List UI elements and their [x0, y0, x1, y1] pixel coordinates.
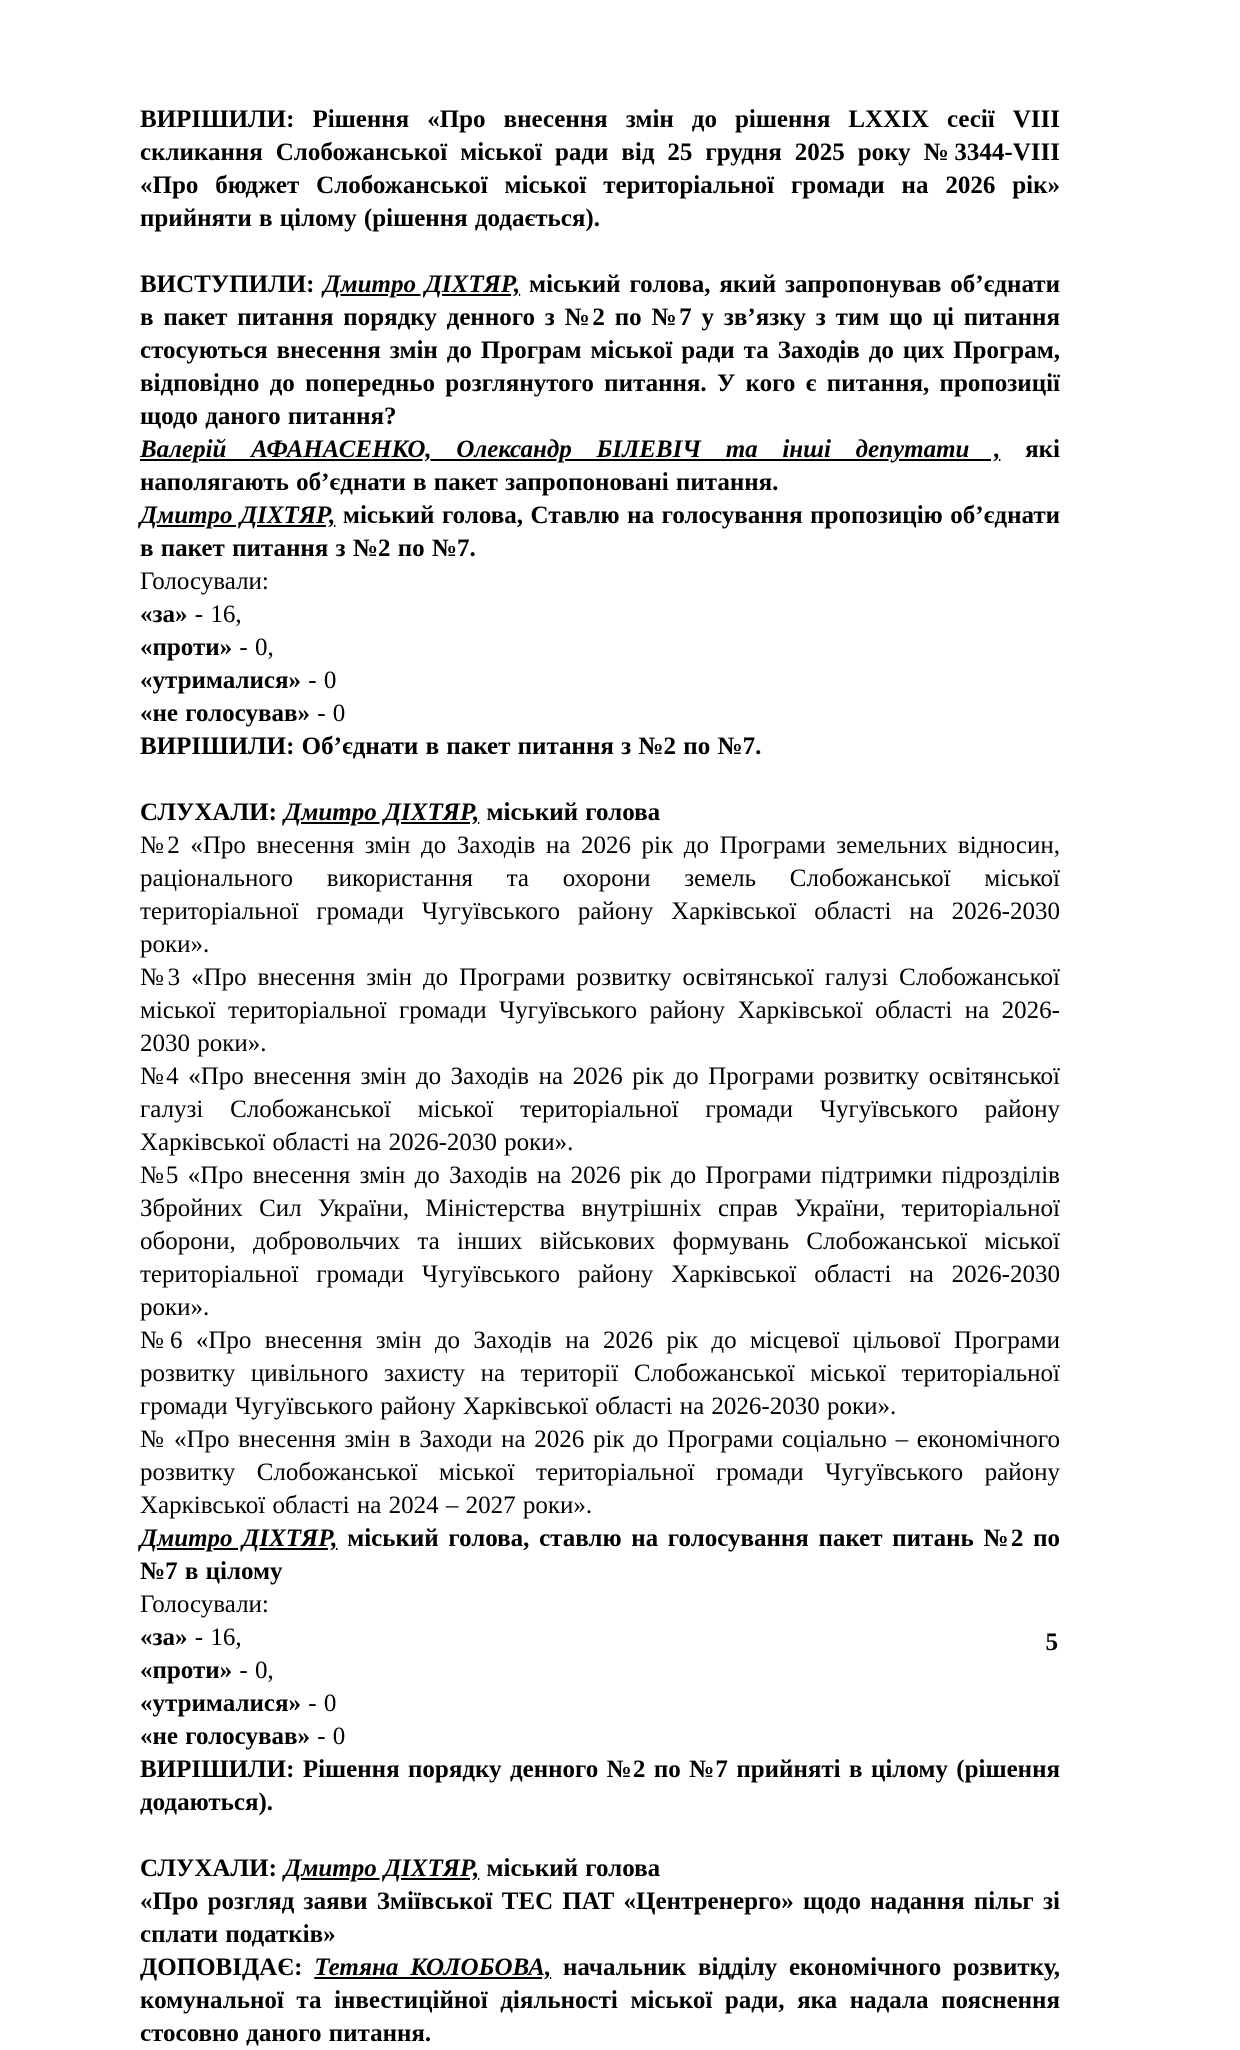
paragraph-reporter-kolobova — [140, 1951, 1060, 2050]
text-run: «утрималися» — [140, 1690, 302, 1717]
vote-abstained-1 — [140, 664, 1060, 697]
text-run: «не голосував» — [140, 1723, 310, 1750]
text-run: начальник відділу економічного розвитку, комунальної та інвестиційної діяльності міської ради, яка надала пояснення стосовно даного питання. — [140, 1954, 1060, 2047]
speaker-name: Дмитро ДІХТЯР, — [140, 502, 336, 529]
speaker-name: Дмитро ДІХТЯР, — [323, 271, 521, 298]
text-run: - 0, — [232, 1657, 274, 1684]
speaker-name: Дмитро ДІХТЯР, — [140, 1525, 338, 1552]
text-run: № «Про внесення змін в Заходи на 2026 рік до Програми соціально – економічного розвитку Слобожанської міської територіальної громади Чугуївського району Харківської області на 2024 – 2027 роки». — [140, 1426, 1060, 1519]
agenda-item-7 — [140, 1423, 1060, 1522]
paragraph-heard-agenda-items — [140, 796, 1060, 829]
text-run: №5 «Про внесення змін до Заходів на 2026 рік до Програми підтримки підрозділів Збройних Сил України, Міністерства внутрішніх справ України, територіальної оборони, добровольчих та інших військових формувань Слобожанської міської територіальної громади Чугуївського району Харківської області на 2026-2030 роки». — [140, 1162, 1060, 1321]
text-run: Голосували: — [140, 1591, 269, 1618]
page-number: 5 — [1045, 1629, 1058, 1656]
agenda-item-2 — [140, 829, 1060, 961]
paragraph-mayor-vote-package — [140, 1522, 1060, 1588]
agenda-item-6 — [140, 1324, 1060, 1423]
text-run: ВИРІШИЛИ: — [140, 106, 313, 133]
paragraph-deputies-support-merge — [140, 433, 1060, 499]
text-run: міський голова — [479, 1855, 661, 1882]
text-run: Рішення порядку денного №2 по №7 прийняті в цілому (рішення додаються). — [140, 1756, 1060, 1816]
vote-for-1 — [140, 598, 1060, 631]
paragraph-resolved-merge-package — [140, 730, 1060, 763]
speaker-name: Тетяна КОЛОБОВА, — [314, 1954, 552, 1981]
vote-not-voting-1 — [140, 697, 1060, 730]
paragraph-heard-tes-application — [140, 1852, 1060, 1885]
voting-header-1 — [140, 565, 1060, 598]
text-run: «за» — [140, 601, 188, 628]
text-run: - 16, — [187, 601, 242, 628]
text-run: «проти» — [140, 1657, 233, 1684]
text-run: Голосували: — [140, 568, 269, 595]
text-run: Рішення «Про внесення змін до рішення LXXIX сесії VIII скликання Слобожанської міської ради від 25 грудня 2025 року №3344-VIII «Про бюджет Слобожанської міської територіальної громади на 2026 рік» прийняти в цілому (рішення додається). — [140, 106, 1060, 232]
paragraph-tes-application-title — [140, 1885, 1060, 1951]
speaker-name: Дмитро ДІХТЯР, — [284, 799, 480, 826]
text-run: ВИРІШИЛИ: — [140, 733, 302, 760]
text-run: міський голова, який запропонував об’єднати в пакет питання порядку денного з №2 по №7 у зв’язку з тим що ці питання стосуються внесення змін до Програм міської ради та Заходів до цих Програм, відповідно до попередньо розглянутого питання. У кого є питання, пропозиції щодо даного питання? — [140, 271, 1060, 430]
text-run: СЛУХАЛИ: — [140, 799, 285, 826]
text-run: СЛУХАЛИ: — [140, 1855, 285, 1882]
vote-not-voting-2 — [140, 1720, 1060, 1753]
agenda-item-5 — [140, 1159, 1060, 1324]
text-run: «за» — [140, 1624, 188, 1651]
voting-header-2 — [140, 1588, 1060, 1621]
speaker-name: Дмитро ДІХТЯР, — [284, 1855, 480, 1882]
text-run: ВИСТУПИЛИ: — [140, 271, 324, 298]
paragraph-resolved-package-adopted — [140, 1753, 1060, 1819]
agenda-item-4 — [140, 1060, 1060, 1159]
text-run: «утрималися» — [140, 667, 302, 694]
text-run: - 0, — [232, 634, 274, 661]
text-run: «не голосував» — [140, 700, 310, 727]
text-run: - 0 — [301, 1690, 337, 1717]
text-run: «проти» — [140, 634, 233, 661]
text-run: №3 «Про внесення змін до Програми розвитку освітянської галузі Слобожанської міської територіальної громади Чугуївського району Харківської області на 2026-2030 роки». — [140, 964, 1060, 1057]
text-run: міський голова, ставлю на голосування пакет питань №2 по №7 в цілому — [140, 1525, 1060, 1585]
vote-against-2 — [140, 1654, 1060, 1687]
vote-against-1 — [140, 631, 1060, 664]
paragraph-resolved-budget-decision — [140, 103, 1060, 235]
text-run: «Про розгляд заяви Зміївської ТЕС ПАТ «Центренерго» щодо надання пільг зі сплати податків» — [140, 1888, 1060, 1948]
text-run: - 0 — [301, 667, 337, 694]
text-run: - 0 — [309, 700, 346, 727]
paragraph-speeches-merge-proposal — [140, 268, 1060, 433]
paragraph-mayor-vote-merge-proposal — [140, 499, 1060, 565]
text-run: - 16, — [187, 1624, 242, 1651]
text-run: ВИРІШИЛИ: — [140, 1756, 303, 1783]
text-run: Об’єднати в пакет питання з №2 по №7. — [301, 733, 762, 760]
text-run: - 0 — [309, 1723, 346, 1750]
speaker-name: Валерій АФАНАСЕНКО, Олександр БІЛЕВІЧ та інші депутати , — [140, 436, 1001, 463]
text-run: ДОПОВІДАЄ: — [140, 1954, 315, 1981]
vote-abstained-2 — [140, 1687, 1060, 1720]
agenda-item-3 — [140, 961, 1060, 1060]
text-run: які наполягають об’єднати в пакет запропоновані питання. — [140, 436, 1060, 496]
text-run: №2 «Про внесення змін до Заходів на 2026 рік до Програми земельних відносин, раціонального використання та охорони земель Слобожанської міської територіальної громади Чугуївського району Харківської області на 2026-2030 роки». — [140, 832, 1060, 958]
vote-for-2 — [140, 1621, 1060, 1654]
text-run: №6 «Про внесення змін до Заходів на 2026 рік до місцевої цільової Програми розвитку цивільного захисту на території Слобожанської міської територіальної громади Чугуївського району Харківської області на 2026-2030 роки». — [140, 1327, 1060, 1420]
text-run: №4 «Про внесення змін до Заходів на 2026 рік до Програми розвитку освітянської галузі Слобожанської міської територіальної громади Чугуївського району Харківської області на 2026-2030 роки». — [140, 1063, 1060, 1156]
text-run: міський голова, Ставлю на голосування пропозицію об’єднати в пакет питання з №2 по №7. — [140, 502, 1061, 562]
text-run: міський голова — [479, 799, 661, 826]
